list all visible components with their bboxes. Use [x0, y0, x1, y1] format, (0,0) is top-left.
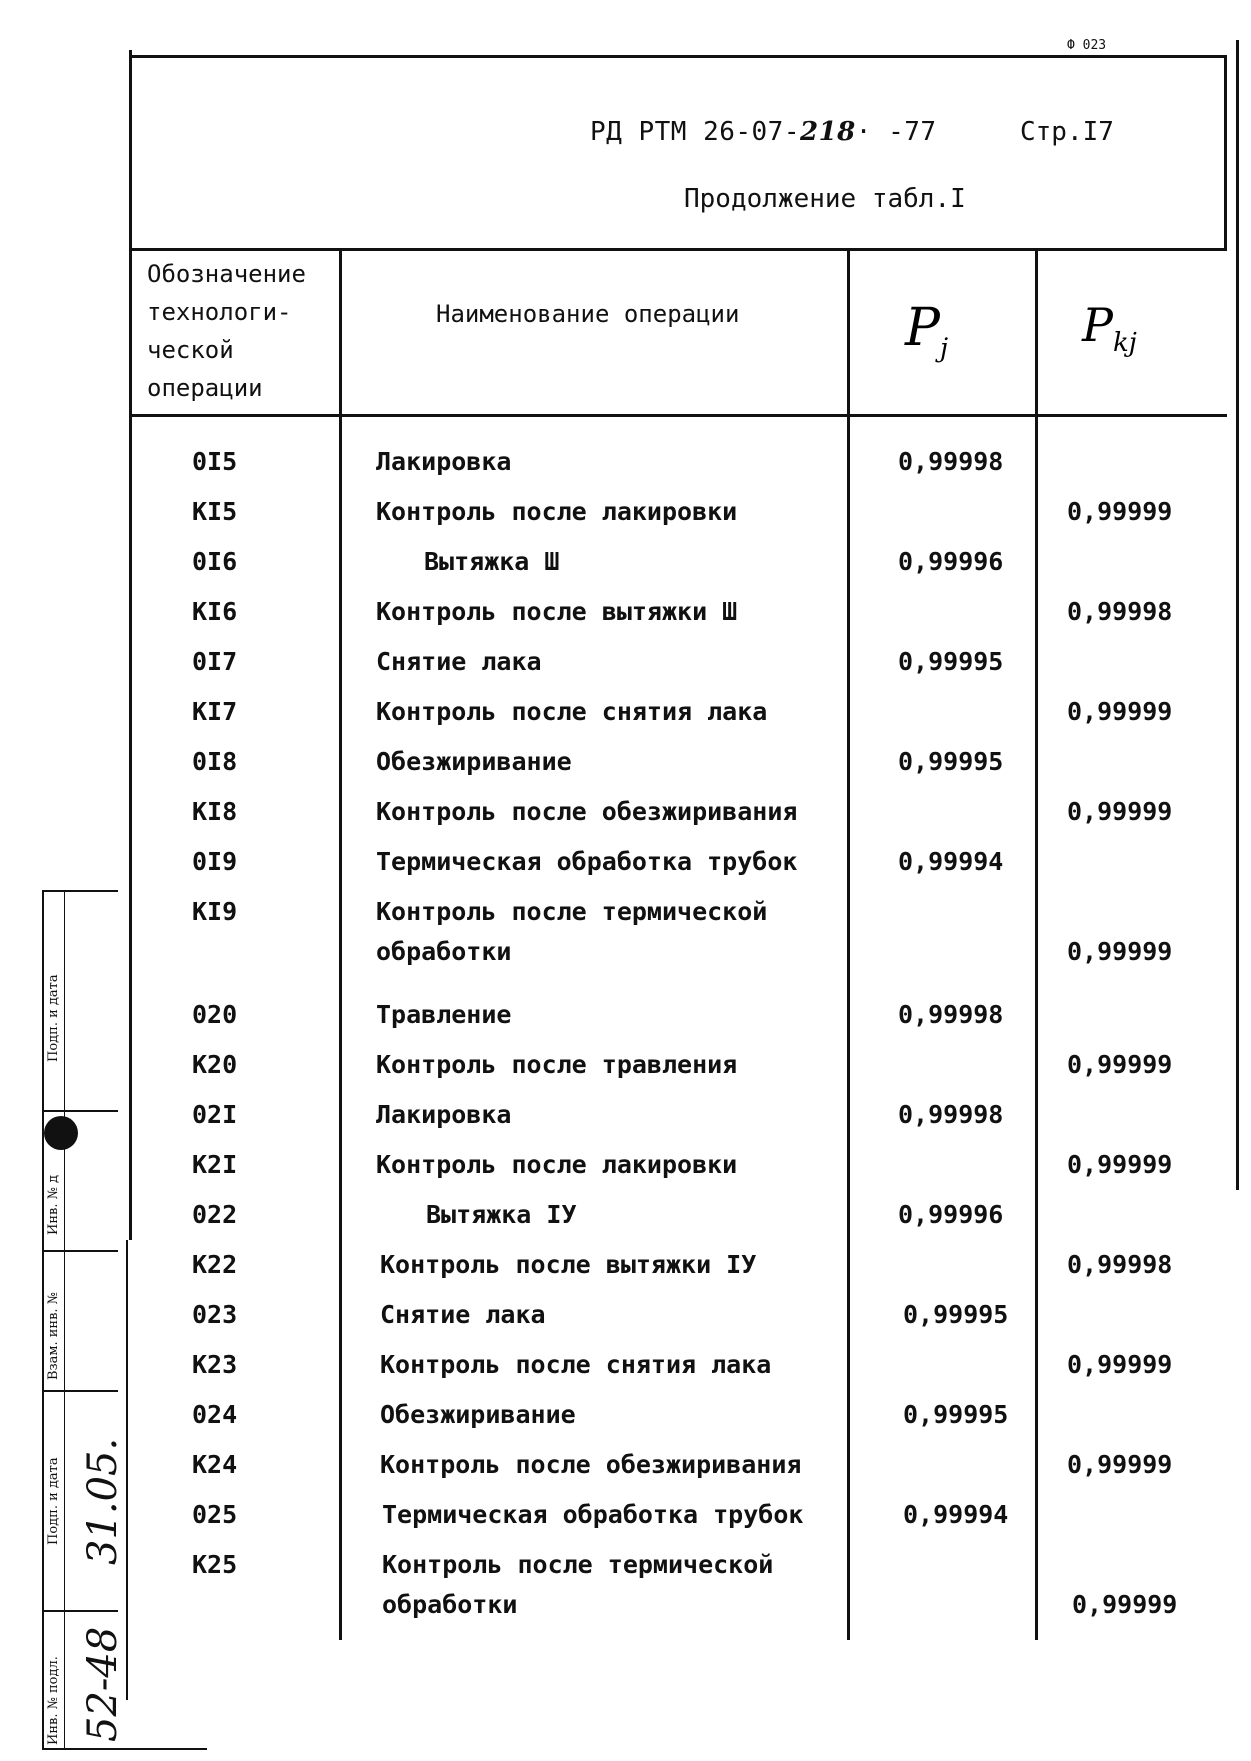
- row-code: KI6: [192, 597, 238, 626]
- column-header-name: Наименование операции: [436, 300, 740, 328]
- row-name: Контроль после вытяжки IУ: [380, 1250, 757, 1279]
- row-code: 0I8: [192, 747, 238, 776]
- row-code: KI8: [192, 797, 238, 826]
- stamp-sep-1: [42, 1110, 118, 1112]
- left-frame-lower: [126, 1240, 128, 1700]
- row-name: Контроль после лакировки: [376, 497, 738, 526]
- frame-right-line: [1224, 55, 1227, 250]
- document-code-prefix: РД РТМ 26-07-: [590, 117, 800, 147]
- row-name-continued: обработки: [376, 937, 512, 966]
- row-name: Травление: [376, 1000, 512, 1029]
- table-continuation-title: Продолжение табл.I: [684, 184, 966, 214]
- row-name: Термическая обработка трубок: [376, 847, 798, 876]
- right-edge-mark: [1236, 40, 1239, 1190]
- row-pj: 0,99995: [903, 1300, 1009, 1329]
- row-code: K23: [192, 1350, 238, 1379]
- row-pkj: 0,99999: [1067, 937, 1173, 966]
- row-pkj: 0,99999: [1067, 697, 1173, 726]
- row-name-continued: обработки: [382, 1590, 518, 1619]
- column-header-pj: $P_j$: [905, 298, 949, 364]
- column-header-code: [147, 255, 306, 407]
- row-code: K24: [192, 1450, 238, 1479]
- row-pj: 0,99998: [898, 1100, 1004, 1129]
- stamp-label-sign-date-2: Подп. и дата: [46, 1457, 61, 1545]
- row-name: Контроль после лакировки: [376, 1150, 738, 1179]
- frame-left-line: [129, 50, 132, 1240]
- punch-hole: [44, 1116, 78, 1150]
- row-code: KI5: [192, 497, 238, 526]
- row-code: KI9: [192, 897, 238, 926]
- row-pj: 0,99995: [903, 1400, 1009, 1429]
- stamp-label-inv-dup: Инв. № д: [46, 1174, 61, 1235]
- stamp-label-replace-inv: Взам. инв. №: [46, 1292, 61, 1380]
- row-code: 022: [192, 1200, 238, 1229]
- stamp-label-inv-original: Инв. № подл.: [46, 1656, 61, 1745]
- row-pkj: 0,99999: [1067, 1350, 1173, 1379]
- stamp-inner-divider: [64, 890, 65, 1750]
- stamp-top: [42, 890, 118, 892]
- stamp-label-sign-date: Подп. и дата: [46, 974, 61, 1062]
- row-name: Контроль после обезжиривания: [380, 1450, 802, 1479]
- row-code: KI7: [192, 697, 238, 726]
- col-divider-2: [847, 250, 850, 1640]
- row-pkj: 0,99999: [1067, 497, 1173, 526]
- row-pj: 0,99995: [898, 647, 1004, 676]
- row-code: 023: [192, 1300, 238, 1329]
- col-divider-3: [1035, 250, 1038, 1640]
- row-pkj: 0,99999: [1067, 1050, 1173, 1079]
- page-number: Стр.I7: [1020, 117, 1114, 147]
- row-pj: 0,99994: [898, 847, 1004, 876]
- row-name: Контроль после снятия лака: [380, 1350, 772, 1379]
- col-divider-1: [339, 250, 342, 1640]
- row-pkj: 0,99999: [1067, 1450, 1173, 1479]
- column-header-code-line: операции: [147, 374, 263, 402]
- row-code: K25: [192, 1550, 238, 1579]
- header-bottom-line: [131, 248, 1227, 251]
- column-header-code-line: технологи-: [147, 298, 292, 326]
- row-code: 024: [192, 1400, 238, 1429]
- row-pkj: 0,99999: [1072, 1590, 1178, 1619]
- stamp-handwritten-date: 31.05.: [80, 1437, 126, 1565]
- row-name: Лакировка: [376, 1100, 512, 1129]
- row-code: 0I9: [192, 847, 238, 876]
- row-pj: 0,99996: [898, 1200, 1004, 1229]
- column-header-code-line: Обозначение: [147, 260, 306, 288]
- row-pj: 0,99996: [898, 547, 1004, 576]
- row-pkj: 0,99998: [1067, 1250, 1173, 1279]
- frame-top-line: [131, 55, 1227, 58]
- row-code: K22: [192, 1250, 238, 1279]
- row-code: 02I: [192, 1100, 238, 1129]
- stamp-sep-2: [42, 1250, 118, 1252]
- stamp-bottom: [42, 1748, 207, 1750]
- columns-header-bottom-line: [131, 414, 1227, 417]
- row-code: 025: [192, 1500, 238, 1529]
- row-pj: 0,99998: [898, 447, 1004, 476]
- row-pj: 0,99994: [903, 1500, 1009, 1529]
- row-pj: 0,99998: [898, 1000, 1004, 1029]
- row-name: Снятие лака: [376, 647, 542, 676]
- stamp-sep-3: [42, 1390, 118, 1392]
- row-name: Контроль после снятия лака: [376, 697, 768, 726]
- form-code: Ф 023: [1067, 38, 1107, 53]
- row-pj: 0,99995: [898, 747, 1004, 776]
- row-name: Контроль после обезжиривания: [376, 797, 798, 826]
- row-name: Контроль после термической: [376, 897, 768, 926]
- row-name: Контроль после термической: [382, 1550, 774, 1579]
- row-pkj: 0,99999: [1067, 1150, 1173, 1179]
- row-name: Лакировка: [376, 447, 512, 476]
- row-pkj: 0,99998: [1067, 597, 1173, 626]
- row-code: 020: [192, 1000, 238, 1029]
- row-code: 0I7: [192, 647, 238, 676]
- row-code: K20: [192, 1050, 238, 1079]
- row-name: Контроль после травления: [376, 1050, 738, 1079]
- row-code: 0I5: [192, 447, 238, 476]
- document-code: [590, 117, 937, 147]
- column-header-pkj: $P_{kj}$: [1082, 298, 1137, 359]
- stamp-outer-left: [42, 890, 44, 1750]
- row-code: 0I6: [192, 547, 238, 576]
- row-name: Обезжиривание: [380, 1400, 576, 1429]
- column-header-code-line: ческой: [147, 336, 234, 364]
- document-code-suffix: · -77: [855, 117, 937, 147]
- row-name: Вытяжка IУ: [426, 1200, 577, 1229]
- row-name: Обезжиривание: [376, 747, 572, 776]
- stamp-sep-4: [42, 1610, 118, 1612]
- stamp-handwritten-inv: 52-48: [80, 1626, 126, 1742]
- row-name: Контроль после вытяжки Ш: [376, 597, 738, 626]
- row-pkj: 0,99999: [1067, 797, 1173, 826]
- row-name: Снятие лака: [380, 1300, 546, 1329]
- document-code-handwritten: 218: [800, 117, 856, 147]
- row-name: Вытяжка Ш: [424, 547, 560, 576]
- row-name: Термическая обработка трубок: [382, 1500, 804, 1529]
- row-code: K2I: [192, 1150, 238, 1179]
